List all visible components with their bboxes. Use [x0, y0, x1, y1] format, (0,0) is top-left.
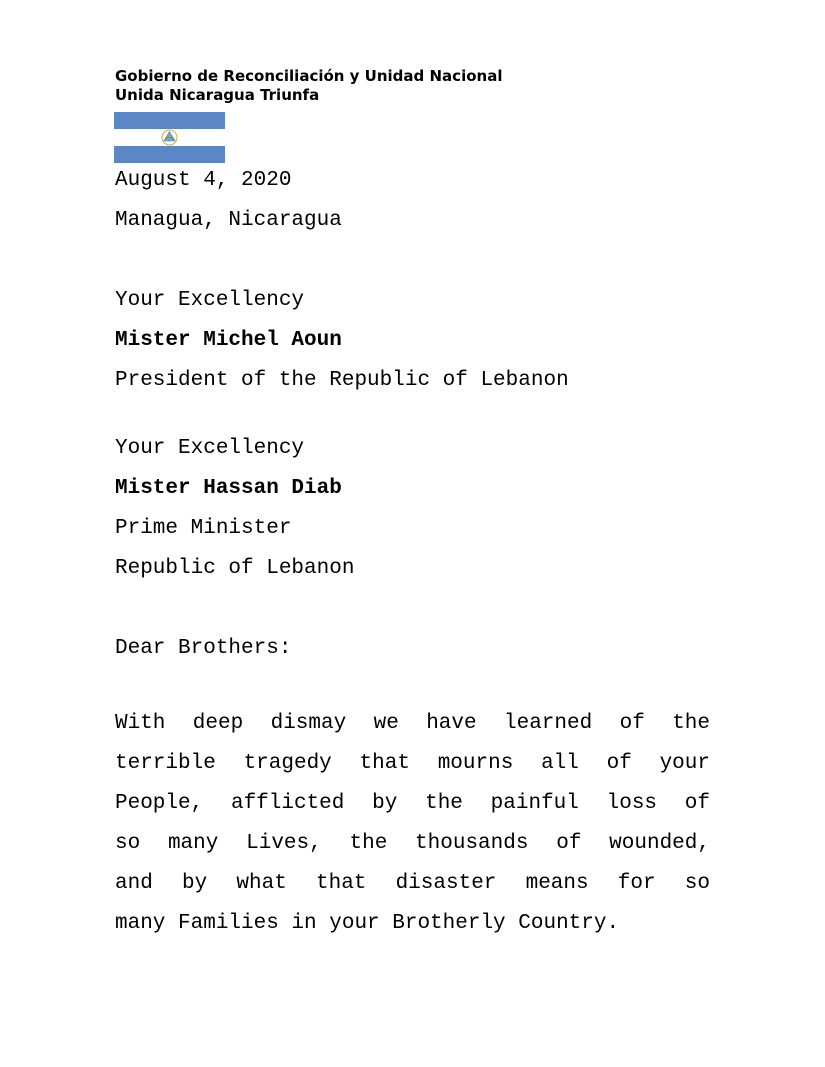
recipient2-title: Prime Minister	[115, 517, 292, 540]
letter-body-paragraph	[115, 704, 710, 944]
recipient2-salutation: Your Excellency	[115, 437, 305, 460]
body-line: terrible tragedy that mourns all of your	[115, 752, 710, 775]
letter-greeting: Dear Brothers:	[115, 637, 292, 660]
letterhead	[115, 67, 502, 105]
recipient1-title: President of the Republic of Lebanon	[115, 369, 569, 392]
letter-place: Managua, Nicaragua	[115, 209, 342, 232]
body-line: People, afflicted by the painful loss of	[115, 792, 710, 815]
letter-date: August 4, 2020	[115, 169, 292, 192]
body-line: With deep dismay we have learned of the	[115, 712, 710, 735]
body-line: so many Lives, the thousands of wounded,	[115, 832, 710, 855]
recipient2-country: Republic of Lebanon	[115, 557, 355, 580]
recipient1-salutation: Your Excellency	[115, 289, 305, 312]
body-line: many Families in your Brotherly Country.	[115, 912, 620, 935]
letterhead-motto: Unida Nicaragua Triunfa	[115, 86, 320, 104]
nicaragua-flag-icon	[114, 112, 225, 163]
recipient2-name: Mister Hassan Diab	[115, 477, 342, 500]
letterhead-government: Gobierno de Reconciliación y Unidad Nacional	[115, 67, 503, 85]
recipient1-name: Mister Michel Aoun	[115, 329, 342, 352]
body-line: and by what that disaster means for so	[115, 872, 710, 895]
